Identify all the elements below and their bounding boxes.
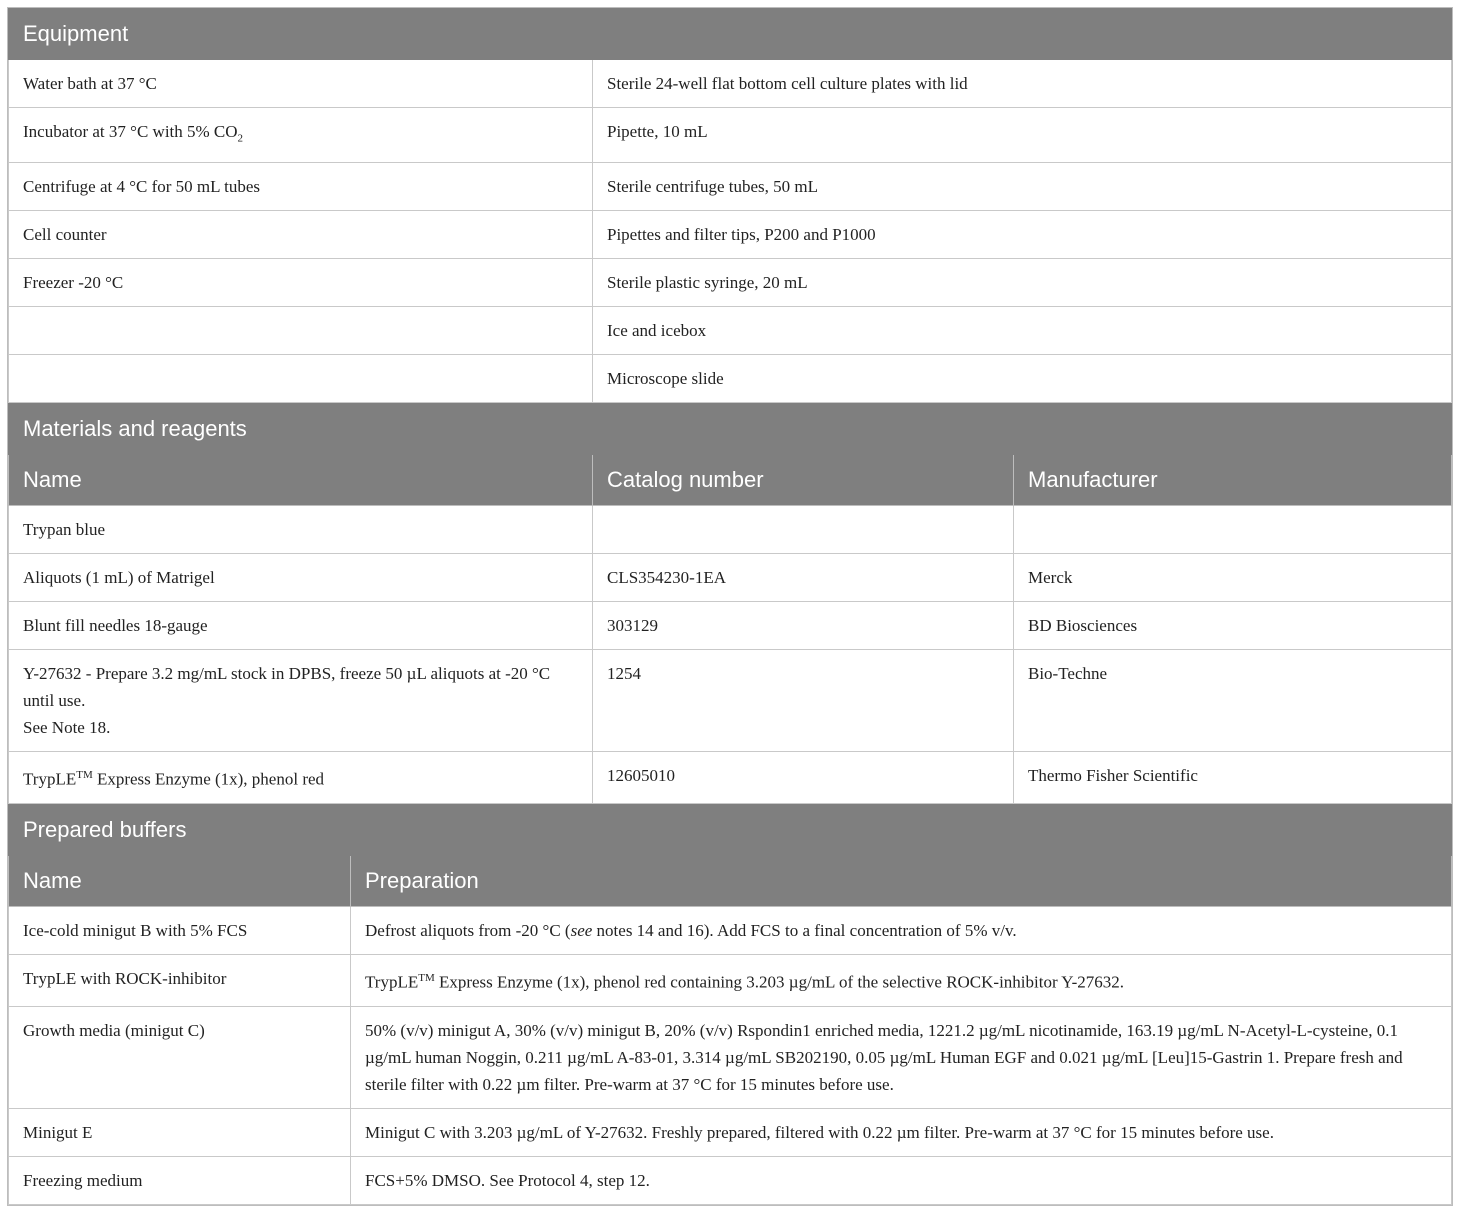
table-row (9, 1006, 1452, 1108)
equipment-section-title: Equipment (9, 9, 1452, 60)
equipment-item (9, 355, 593, 403)
equipment-item-text: Incubator at 37 °C with 5% CO (23, 122, 238, 141)
equipment-item: Cell counter (9, 211, 593, 259)
material-name-note: See Note 18. (23, 718, 111, 738)
buffer-name: TrypLE with ROCK-inhibitor (9, 955, 351, 1007)
materials-section-title: Materials and reagents (9, 404, 1452, 455)
table-row (9, 307, 1452, 355)
table-row (9, 259, 1452, 307)
column-header-name: Name (9, 455, 593, 506)
buffers-header-row (9, 805, 1452, 856)
table-row (9, 650, 1452, 752)
table-row (9, 1156, 1452, 1204)
table-row (9, 602, 1452, 650)
buffer-preparation (351, 907, 1452, 955)
buffers-column-headers (9, 856, 1452, 907)
materials-column-headers (9, 455, 1452, 506)
equipment-item: Microscope slide (593, 355, 1452, 403)
equipment-item: Sterile centrifuge tubes, 50 mL (593, 163, 1452, 211)
buffers-section-title: Prepared buffers (9, 805, 1452, 856)
material-manufacturer: Merck (1014, 554, 1452, 602)
buffer-prep-text: TrypLE (365, 972, 419, 992)
table-row (9, 554, 1452, 602)
equipment-item (9, 108, 593, 163)
table-row (9, 163, 1452, 211)
equipment-header-row (9, 9, 1452, 60)
equipment-item: Ice and icebox (593, 307, 1452, 355)
column-header-catalog: Catalog number (593, 455, 1014, 506)
buffer-preparation: Minigut C with 3.203 µg/mL of Y-27632. Freshly prepared, filtered with 0.22 µm filter. Pre-warm at 37 °C for 15 minutes before use. (351, 1108, 1452, 1156)
material-name: Blunt fill needles 18-gauge (9, 602, 593, 650)
table-row (9, 506, 1452, 554)
protocol-table (7, 7, 1453, 1206)
column-header-name: Name (9, 856, 351, 907)
equipment-item: Pipettes and filter tips, P200 and P1000 (593, 211, 1452, 259)
table-row (9, 355, 1452, 403)
equipment-item: Sterile plastic syringe, 20 mL (593, 259, 1452, 307)
material-manufacturer: Bio-Techne (1014, 650, 1452, 752)
buffer-name: Growth media (minigut C) (9, 1006, 351, 1108)
column-header-preparation: Preparation (351, 856, 1452, 907)
buffer-prep-text: Defrost aliquots from -20 °C ( (365, 921, 571, 941)
material-manufacturer (1014, 506, 1452, 554)
column-header-manufacturer: Manufacturer (1014, 455, 1452, 506)
material-catalog: 303129 (593, 602, 1014, 650)
material-catalog: CLS354230-1EA (593, 554, 1014, 602)
buffer-prep-italic: see (570, 921, 593, 941)
buffer-name: Ice-cold minigut B with 5% FCS (9, 907, 351, 955)
material-manufacturer: BD Biosciences (1014, 602, 1452, 650)
material-catalog: 12605010 (593, 752, 1014, 804)
equipment-item: Water bath at 37 °C (9, 60, 593, 108)
material-name-text: TrypLE (23, 770, 77, 790)
material-name (9, 752, 593, 804)
table-row (9, 1108, 1452, 1156)
table-row (9, 955, 1452, 1007)
table-row (9, 907, 1452, 955)
trademark-superscript: TM (76, 769, 93, 782)
equipment-item: Centrifuge at 4 °C for 50 mL tubes (9, 163, 593, 211)
material-name: Aliquots (1 mL) of Matrigel (9, 554, 593, 602)
equipment-table (8, 8, 1452, 403)
trademark-superscript: TM (418, 972, 435, 985)
table-row (9, 108, 1452, 163)
buffer-name: Freezing medium (9, 1156, 351, 1204)
materials-header-row (9, 404, 1452, 455)
material-name: Trypan blue (9, 506, 593, 554)
buffer-preparation: FCS+5% DMSO. See Protocol 4, step 12. (351, 1156, 1452, 1204)
material-catalog (593, 506, 1014, 554)
buffer-preparation: 50% (v/v) minigut A, 30% (v/v) minigut B, 20% (v/v) Rspondin1 enriched media, 1221.2 µg/mL nicotinamide, 163.19 µg/mL N-Acetyl-L-cysteine, 0.1 µg/mL human Noggin, 0.211 µg/mL A-83-01, 3.314 µg/mL SB202190, 0.05 µg/mL Human EGF and 0.021 µg/mL [Leu]15-Gastrin 1. Prepare fresh and sterile filter with 0.22 µm filter. Pre-warm at 37 °C for 15 minutes before use. (351, 1006, 1452, 1108)
material-name-text: Express Enzyme (1x), phenol red (92, 770, 325, 790)
buffer-prep-text: Express Enzyme (1x), phenol red containing 3.203 µg/mL of the selective ROCK-inhibitor Y-27632. (434, 972, 1125, 992)
buffer-preparation (351, 955, 1452, 1007)
buffer-name: Minigut E (9, 1108, 351, 1156)
table-row (9, 211, 1452, 259)
equipment-item: Sterile 24-well flat bottom cell culture plates with lid (593, 60, 1452, 108)
buffers-table (8, 804, 1452, 1205)
material-name (9, 650, 593, 752)
subscript: 2 (237, 132, 244, 145)
material-name-line: Y-27632 - Prepare 3.2 mg/mL stock in DPBS, freeze 50 µL aliquots at -20 °C until use. (23, 664, 551, 711)
equipment-item (9, 307, 593, 355)
buffer-prep-text: notes 14 and 16). Add FCS to a final concentration of 5% v/v. (592, 921, 1017, 941)
table-row (9, 60, 1452, 108)
equipment-item: Pipette, 10 mL (593, 108, 1452, 163)
material-manufacturer: Thermo Fisher Scientific (1014, 752, 1452, 804)
equipment-item: Freezer -20 °C (9, 259, 593, 307)
materials-table (8, 403, 1452, 804)
material-catalog: 1254 (593, 650, 1014, 752)
table-row (9, 752, 1452, 804)
